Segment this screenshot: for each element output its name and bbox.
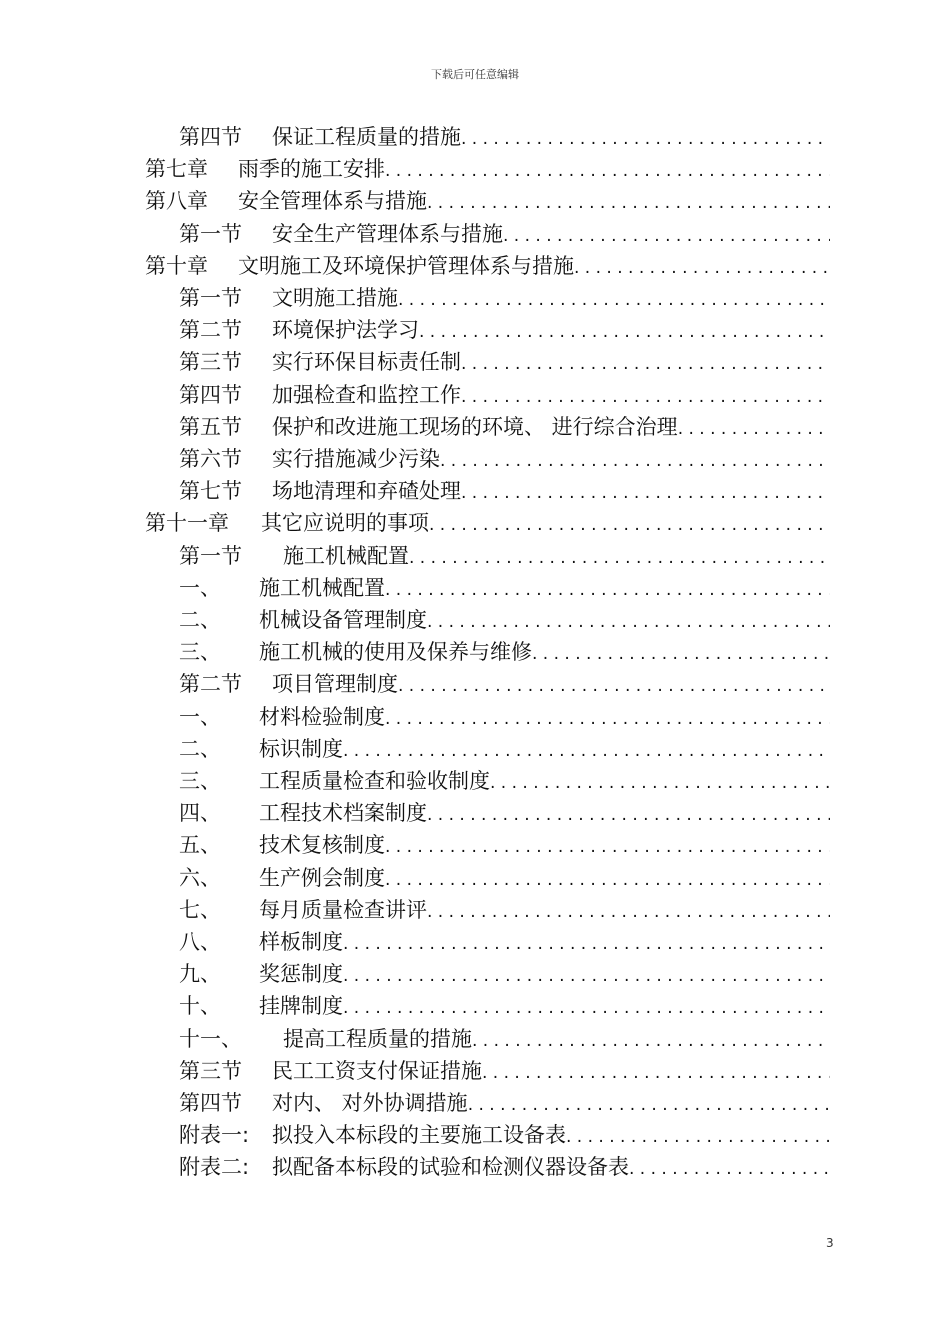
toc-dot-leader <box>385 865 830 895</box>
toc-entry[interactable] <box>179 637 830 667</box>
toc-entry-title: 提高工程质量的措施 <box>283 1026 472 1051</box>
toc-entry-number: 八、 <box>179 930 221 954</box>
toc-entry-title: 其它应说明的事项 <box>261 511 429 536</box>
toc-entry[interactable] <box>145 154 830 184</box>
toc-entry-number: 第四节 <box>179 1091 242 1115</box>
toc-dot-leader <box>574 253 830 283</box>
toc-entry-number: 第一节 <box>179 286 242 310</box>
toc-entry-title: 文明施工及环境保护管理体系与措施 <box>238 253 574 278</box>
page-number: 3 <box>826 1236 834 1250</box>
toc-entry-number: 第一节 <box>179 221 242 246</box>
toc-dot-leader <box>385 156 830 186</box>
toc-entry-number: 二、 <box>179 608 221 632</box>
toc-entry[interactable] <box>179 315 830 345</box>
toc-entry-number: 第十一章 <box>145 511 229 536</box>
toc-entry-title: 安全生产管理体系与措施 <box>272 221 503 246</box>
toc-entry-number: 第六节 <box>179 447 242 471</box>
toc-entry-title: 实行措施减少污染 <box>272 447 440 471</box>
toc-dot-leader <box>472 1026 830 1056</box>
toc-entry[interactable] <box>179 863 830 893</box>
toc-entry-title: 奖惩制度 <box>259 962 343 987</box>
toc-dot-leader <box>419 317 830 347</box>
toc-entry-title: 民工工资支付保证措施 <box>272 1058 482 1083</box>
toc-dot-leader <box>440 446 830 476</box>
toc-entry[interactable] <box>179 122 830 152</box>
toc-dot-leader <box>429 510 830 540</box>
toc-entry-number: 第二节 <box>179 318 242 343</box>
toc-entry-number: 附表二: <box>179 1155 250 1180</box>
toc-dot-leader <box>629 1154 830 1184</box>
toc-dot-leader <box>490 768 830 798</box>
toc-entry-title: 生产例会制度 <box>259 865 385 890</box>
toc-entry[interactable] <box>145 186 830 216</box>
toc-entry-title: 技术复核制度 <box>259 833 385 858</box>
toc-entry[interactable] <box>179 895 830 925</box>
toc-entry[interactable] <box>179 1152 830 1182</box>
toc-dot-leader <box>468 1090 830 1120</box>
toc-entry-title: 机械设备管理制度 <box>259 608 427 632</box>
toc-entry-title: 实行环保目标责任制 <box>272 350 461 375</box>
toc-entry-number: 三、 <box>179 640 221 665</box>
toc-entry-number: 九、 <box>179 962 221 987</box>
toc-dot-leader <box>385 832 830 862</box>
toc-entry-title: 拟投入本标段的主要施工设备表 <box>272 1123 566 1148</box>
toc-entry-title: 安全管理体系与措施 <box>238 189 427 214</box>
toc-entry-title: 施工机械的使用及保养与维修 <box>259 640 532 665</box>
toc-entry[interactable] <box>179 1024 830 1054</box>
toc-entry[interactable] <box>179 476 830 506</box>
toc-entry[interactable] <box>179 1088 830 1118</box>
toc-entry[interactable] <box>179 541 830 571</box>
toc-dot-leader <box>343 961 830 991</box>
toc-dot-leader <box>503 221 830 251</box>
toc-entry[interactable] <box>179 798 830 828</box>
toc-entry-title: 每月质量检查讲评 <box>259 897 427 922</box>
toc-entry-title: 施工机械配置 <box>259 575 385 600</box>
toc-entry[interactable] <box>179 766 830 796</box>
toc-entry-number: 五、 <box>179 833 221 858</box>
toc-entry-number: 一、 <box>179 704 221 729</box>
toc-entry-title: 样板制度 <box>259 930 343 954</box>
toc-entry-number: 七、 <box>179 897 221 922</box>
toc-entry-number: 十一、 <box>179 1026 242 1051</box>
toc-dot-leader <box>343 993 830 1023</box>
toc-dot-leader <box>385 704 830 734</box>
page-header: 下载后可任意编辑 <box>431 68 519 81</box>
toc-entry-number: 第七章 <box>145 157 208 182</box>
toc-entry[interactable] <box>179 347 830 377</box>
toc-dot-leader <box>532 639 830 669</box>
toc-entry-number: 第七节 <box>179 479 242 504</box>
toc-dot-leader <box>409 543 830 573</box>
toc-entry-title: 施工机械配置 <box>283 543 409 568</box>
toc-entry[interactable] <box>179 412 830 442</box>
toc-entry-title: 项目管理制度 <box>272 672 398 697</box>
toc-entry[interactable] <box>179 669 830 699</box>
toc-entry[interactable] <box>179 830 830 860</box>
toc-dot-leader <box>461 349 830 379</box>
toc-entry-title: 标识制度 <box>259 736 343 761</box>
toc-dot-leader <box>461 478 830 508</box>
toc-entry[interactable] <box>179 702 830 732</box>
toc-entry[interactable] <box>179 283 830 313</box>
toc-entry[interactable] <box>179 1056 830 1086</box>
toc-entry-number: 第四节 <box>179 382 242 407</box>
toc-entry-number: 附表一: <box>179 1123 250 1148</box>
toc-dot-leader <box>427 188 830 218</box>
toc-entry-title: 工程质量检查和验收制度 <box>259 769 490 793</box>
toc-entry-number: 一、 <box>179 575 221 600</box>
toc-dot-leader <box>482 1058 830 1088</box>
toc-entry-title: 场地清理和弃碴处理 <box>272 479 461 504</box>
toc-entry-number: 第四节 <box>179 125 242 149</box>
toc-dot-leader <box>398 285 830 315</box>
toc-entry[interactable] <box>179 573 830 603</box>
toc-entry-title: 工程技术档案制度 <box>259 801 427 826</box>
toc-dot-leader <box>566 1122 830 1152</box>
toc-entry-number: 第一节 <box>179 543 242 568</box>
toc-entry[interactable] <box>179 380 830 410</box>
toc-entry-number: 第三节 <box>179 1058 242 1083</box>
toc-entry[interactable] <box>179 734 830 764</box>
toc-dot-leader <box>343 929 830 959</box>
toc-entry-number: 三、 <box>179 769 221 793</box>
toc-entry-number: 十、 <box>179 994 221 1019</box>
toc-dot-leader <box>398 671 830 701</box>
toc-dot-leader <box>427 800 830 830</box>
toc-entry[interactable] <box>179 927 830 957</box>
toc-entry-number: 第五节 <box>179 414 242 439</box>
toc-entry[interactable] <box>179 959 830 989</box>
toc-entry-title: 保证工程质量的措施 <box>272 125 461 149</box>
toc-entry-title: 挂牌制度 <box>259 994 343 1019</box>
toc-entry[interactable] <box>179 444 830 474</box>
toc-entry-title: 环境保护法学习 <box>272 318 419 343</box>
toc-entry[interactable] <box>179 991 830 1021</box>
toc-dot-leader <box>385 575 830 605</box>
toc-entry[interactable] <box>179 605 830 635</box>
toc-dot-leader <box>427 607 830 637</box>
toc-entry-number: 第三节 <box>179 350 242 375</box>
toc-entry-number: 第八章 <box>145 189 208 214</box>
toc-entry-title: 拟配备本标段的试验和检测仪器设备表 <box>272 1155 629 1180</box>
toc-entry-title: 雨季的施工安排 <box>238 157 385 182</box>
toc-entry[interactable] <box>145 251 830 281</box>
toc-entry[interactable] <box>179 1120 830 1150</box>
toc-entry-title: 文明施工措施 <box>272 286 398 310</box>
toc-entry[interactable] <box>179 219 830 249</box>
toc-entry-number: 六、 <box>179 865 221 890</box>
toc-entry-number: 二、 <box>179 736 221 761</box>
toc-entry-title: 加强检查和监控工作 <box>272 382 461 407</box>
toc-dot-leader <box>678 414 830 444</box>
toc-entry-title: 对内、 对外协调措施 <box>272 1091 468 1115</box>
toc-entry-number: 四、 <box>179 801 221 826</box>
toc-entry-title: 保护和改进施工现场的环境、 进行综合治理 <box>272 414 678 439</box>
toc-dot-leader <box>461 124 830 154</box>
toc-entry[interactable] <box>145 508 830 538</box>
toc-dot-leader <box>461 382 830 412</box>
toc-entry-title: 材料检验制度 <box>259 704 385 729</box>
toc-dot-leader <box>343 736 830 766</box>
toc-dot-leader <box>427 897 830 927</box>
toc-entry-number: 第十章 <box>145 253 208 278</box>
toc-entry-number: 第二节 <box>179 672 242 697</box>
